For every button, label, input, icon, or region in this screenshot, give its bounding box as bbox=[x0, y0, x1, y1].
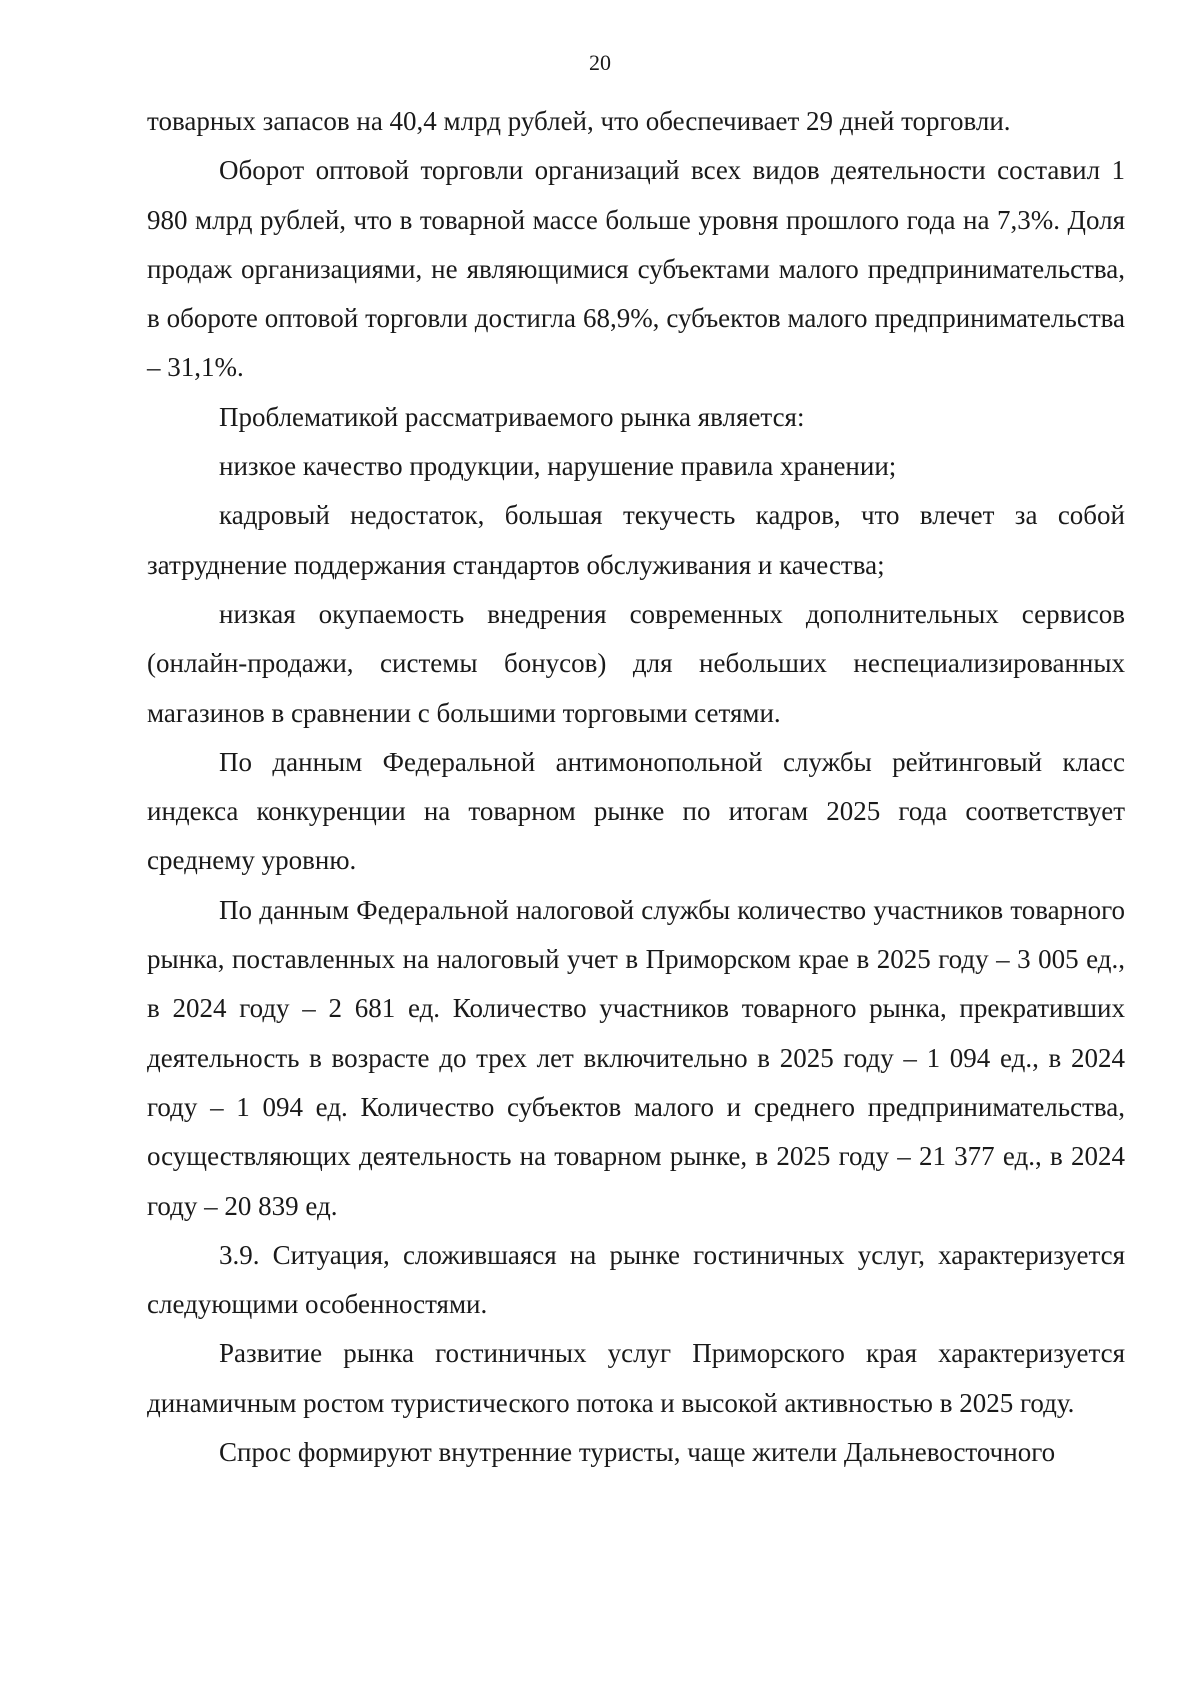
paragraph-demand: Спрос формируют внутренние туристы, чаще жители Дальневосточного bbox=[219, 1437, 1056, 1468]
paragraph-problem-staff: кадровый недостаток, большая текучесть кадров, что влечет за собой затруднение поддержания стандартов обслуживания и качества; bbox=[147, 500, 1125, 580]
paragraph-market-problems: Проблематикой рассматриваемого рынка является: bbox=[219, 401, 805, 432]
paragraph-problem-services: низкая окупаемость внедрения современных дополнительных сервисов (онлайн-продажи, системы бонусов) для небольших неспециализированных магазинов в сравнении с большими торговыми сетями. bbox=[147, 598, 1125, 728]
paragraph-hotel-section: 3.9. Ситуация, сложившаяся на рынке гостиничных услуг, характеризуется следующими особенностями. bbox=[147, 1239, 1125, 1320]
paragraph-trade-stocks: товарных запасов на 40,4 млрд рублей, что обеспечивает 29 дней торговли. bbox=[147, 106, 1011, 136]
page-number: 20 bbox=[589, 50, 611, 75]
paragraph-problem-quality: низкое качество продукции, нарушение правила хранении; bbox=[219, 451, 897, 482]
paragraph-tax-service: По данным Федеральной налоговой службы количество участников товарного рынка, поставленных на налоговый учет в Приморском крае в 2025 году – 3 005 ед., в 2024 году – 2 681 ед. Количество участников товарного рынка, прекративших деятельность в возрасте до трех лет включительно в 2025 году – 1 094 ед., в 2024 году – 1 094 ед. Количество субъектов малого и среднего предпринимательства, осуществляющих деятельность на товарном рынке, в 2025 году – 21 377 ед., в 2024 году – 20 839 ед. bbox=[147, 894, 1125, 1221]
paragraph-antimonopoly: По данным Федеральной антимонопольной службы рейтинговый класс индекса конкуренции на товарном рынке по итогам 2025 года соответствует среднему уровню. bbox=[147, 746, 1125, 876]
paragraph-hotel-development: Развитие рынка гостиничных услуг Приморского края характеризуется динамичным ростом туристического потока и высокой активностью в 2025 году. bbox=[147, 1338, 1125, 1418]
document-body bbox=[147, 97, 1125, 1477]
paragraph-wholesale-turnover: Оборот оптовой торговли организаций всех видов деятельности составил 1 980 млрд рублей, что в товарной массе больше уровня прошлого года на 7,3%. Доля продаж организациями, не являющимися субъектами малого предпринимательства, в обороте оптовой торговли достигла 68,9%, субъектов малого предпринимательства – 31,1%. bbox=[147, 155, 1125, 383]
